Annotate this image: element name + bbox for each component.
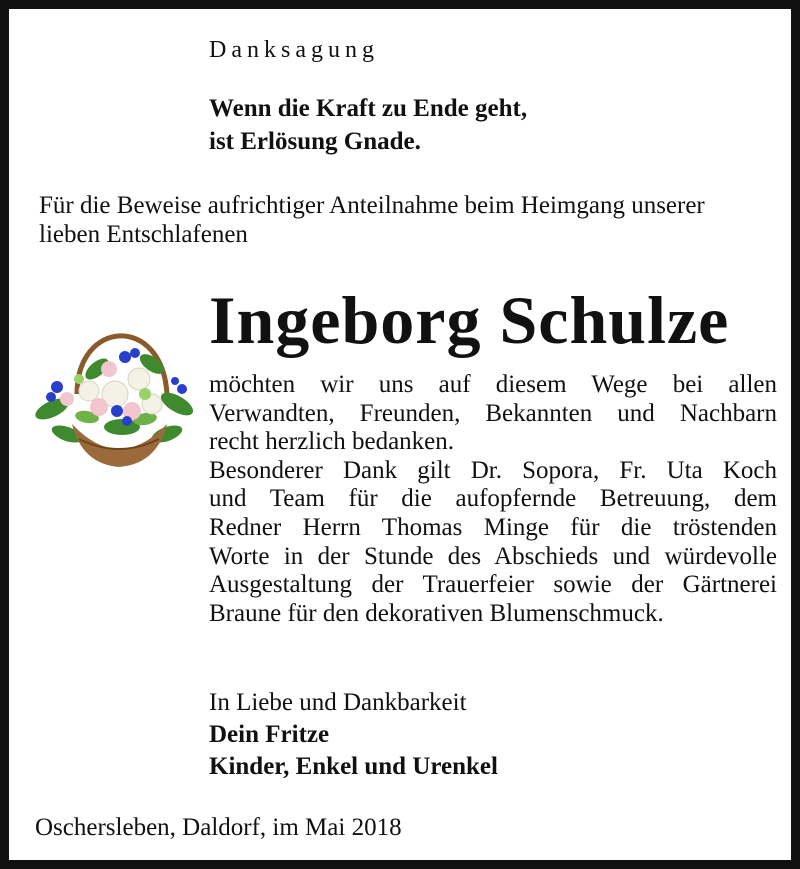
body-line: Braune für den dekorativen Blumenschmuck. [209,599,664,627]
body-line: Redner Herrn Thomas Minge für die tröstenden [209,513,777,541]
closing-line: In Liebe und Dankbarkeit [209,689,467,716]
flower-basket-icon [27,299,207,474]
body-line: Verwandten, Freunden, Bekannten und Nachbarn [209,399,777,427]
place-date: Oschersleben, Daldorf, im Mai 2018 [35,814,402,841]
intro-line-2: lieben Entschlafenen [39,221,248,248]
motto-line-2: ist Erlösung Gnade. [209,128,421,155]
deceased-name: Ingeborg Schulze [209,282,730,358]
body-line: und Team für die aufopfernde Betreuung, dem [209,485,777,513]
body-line: Worte in der Stunde des Abschieds und würdevolle [209,542,777,570]
notice-heading: Danksagung [209,37,379,63]
intro-line-1: Für die Beweise aufrichtiger Anteilnahme beim Heimgang unserer [39,192,705,219]
body-line: Besonderer Dank gilt Dr. Sopora, Fr. Uta Koch [209,456,777,484]
body-line: recht herzlich bedanken. [209,428,455,456]
body-line: möchten wir uns auf diesem Wege bei allen [209,371,777,398]
motto-line-1: Wenn die Kraft zu Ende geht, [209,95,528,122]
body-line: Ausgestaltung der Trauerfeier sowie der Gärtnerei [209,571,777,599]
signature-2: Kinder, Enkel und Urenkel [209,753,498,780]
thanks-body [209,371,777,628]
signature-1: Dein Fritze [209,721,330,748]
